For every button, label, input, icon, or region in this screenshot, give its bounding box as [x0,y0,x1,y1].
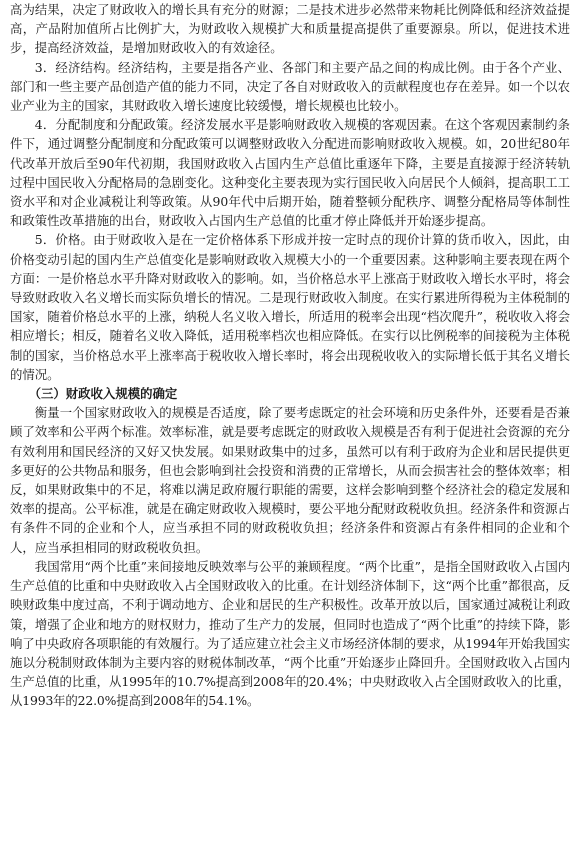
paragraph-tech-progress: 高为结果，决定了财政收入的增长具有充分的财源；二是技术进步必然带来物耗比例降低和经济效益提高，产品附加值所占比例扩大，为财政收入规模扩大和质量提高提供了重要源泉。所以，促进技术进步，提高经济效益，是增加财政收入的有效途径。 [10,2,570,56]
paragraph-price: 5．价格。由于财政收入是在一定价格体系下形成并按一定时点的现价计算的货币收入，因此，由价格变动引起的国内生产总值变化是影响财政收入规模大小的一个重要因素。这种影响主要表现在两个方面：一是价格总水平升降对财政收入的影响。如，当价格总水平上涨高于财政收入增长水平时，将会导致财政收入名义增长而实际负增长的情况。二是现行财政收入制度。在实行累进所得税为主体税制的国家，随着价格总水平的上涨，纳税人名义收入增长，所适用的税率会出现“档次爬升”，税收收入将会相应增长；相反，随着名义收入降低，适用税率档次也相应降低。在实行以比例税率的间接税为主体税制的国家，当价格总水平上涨率高于税收收入增长率时，将会出现税收收入的实际增长低于其名义增长的情况。 [10,232,570,382]
section-heading-revenue-scale: （三）财政收入规模的确定 [28,386,178,402]
paragraph-distribution-policy: 4．分配制度和分配政策。经济发展水平是影响财政收入规模的客观因素。在这个客观因素制约条件下，通过调整分配制度和分配政策可以调整财政收入分配进而影响财政收入规模。如，20世纪80年代改革开放后至90年代初期，我国财政收入占国内生产总值比重逐年下降，主要是直接源于经济转轨过程中国民收入分配格局的急剧变化。这种变化主要表现为实行国民收入向居民个人倾斜，提高职工工资水平和对企业减税让利等政策。从90年代中后期开始，随着整顿分配秩序、调整分配格局等体制性和政策性改革措施的出台，财政收入占国内生产总值的比重才停止降低并开始逐步提高。 [10,117,570,229]
paragraph-two-ratios: 我国常用“两个比重”来间接地反映效率与公平的兼顾程度。“两个比重”，是指全国财政收入占国内生产总值的比重和中央财政收入占全国财政收入的比重。在计划经济体制下，这“两个比重”都很高，反映财政集中度过高，不利于调动地方、企业和居民的生产积极性。改革开放以后，国家通过减税让利政策，增强了企业和地方的财权财力，推动了生产力的发展，但同时也造成了“两个比重”的持续下降，影响了中央政府各项职能的有效履行。为了适应建立社会主义市场经济体制的要求，从1994年开始我国实施以分税制财政体制为主要内容的财税体制改革，“两个比重”开始逐步止降回升。全国财政收入占国内生产总值的比重，从1995年的10.7%提高到2008年的20.4%；中央财政收入占全国财政收入的比重，从1993年的22.0%提高到2008年的54.1%。 [10,558,570,709]
paragraph-efficiency-fairness: 衡量一个国家财政收入的规模是否适度，除了要考虑既定的社会环境和历史条件外，还要看是否兼顾了效率和公平两个标准。效率标准，就是要考虑既定的财政收入规模是否有利于促进社会资源的充分有效利用和国民经济的又好又快发展。如果财政集中的过多，虽然可以有利于政府为企业和居民提供更多更好的公共物品和服务，但也会影响到社会投资和消费的正常增长，从而会损害社会的整体效率；相反，如果财政集中的不足，将难以满足政府履行职能的需要，这样会影响到整个经济社会的稳定发展和效率的提高。公平标准，就是在确定财政收入规模时，要公平地分配财政税收负担。经济条件和资源占有条件不同的企业和个人，应当承担不同的财政税收负担；经济条件和资源占有条件相同的企业和个人，应当承担相同的财政税收负担。 [10,405,570,555]
paragraph-economic-structure: 3．经济结构。经济结构，主要是指各产业、各部门和主要产品之间的构成比例。由于各个产业、部门和一些主要产品创造产值的能力不同，决定了各自对财政收入的贡献程度也存在差异。如一个以农业产业为主的国家，其财政收入增长速度比较缓慢，增长规模也比较小。 [10,59,570,114]
